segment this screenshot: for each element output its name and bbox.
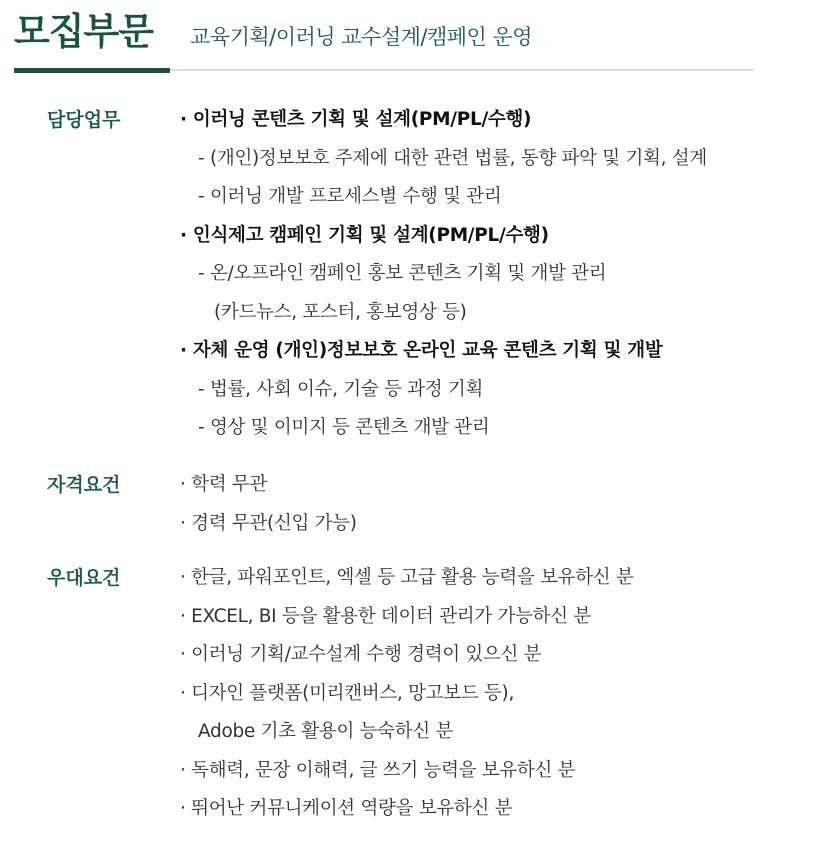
- section-header: [0, 0, 827, 75]
- qualifications-list: [180, 466, 810, 543]
- qualifications-label: 자격요건: [47, 474, 121, 496]
- duty-detail-continued: (카드뉴스, 포스터, 홍보영상 등): [214, 301, 467, 323]
- preferred-list: [180, 559, 810, 829]
- preferred-item: · 디자인 플랫폼(미리캔버스, 망고보드 등),: [180, 682, 515, 704]
- preferred-item: · 이러닝 기획/교수설계 수행 경력이 있으신 분: [180, 644, 542, 665]
- page-title: 모집부문: [14, 10, 153, 53]
- duty-heading: · 자체 운영 (개인)정보보호 온라인 교육 콘텐츠 기획 및 개발: [180, 340, 663, 361]
- duty-heading: · 이러닝 콘텐츠 기획 및 설계(PM/PL/수행): [180, 109, 532, 130]
- duty-detail: - 이러닝 개발 프로세스별 수행 및 관리: [198, 186, 502, 207]
- duty-detail: - 법률, 사회 이슈, 기술 등 과정 기획: [198, 378, 484, 400]
- preferred-label: 우대요건: [47, 567, 121, 589]
- duty-heading: · 인식제고 캠페인 기획 및 설계(PM/PL/수행): [180, 224, 549, 246]
- duties-label: 담당업무: [47, 109, 121, 131]
- preferred-item: · 뛰어난 커뮤니케이션 역량을 보유하신 분: [180, 798, 513, 819]
- duty-detail: - 온/오프라인 캠페인 홍보 콘텐츠 기획 및 개발 관리: [198, 263, 607, 284]
- preferred-item: · 한글, 파워포인트, 엑셀 등 고급 활용 능력을 보유하신 분: [180, 567, 634, 588]
- page-subtitle: 교육기획/이러닝 교수설계/캠페인 운영: [190, 25, 533, 49]
- preferred-item: · EXCEL, BI 등을 활용한 데이터 관리가 가능하신 분: [180, 605, 591, 627]
- duty-detail: - 영상 및 이미지 등 콘텐츠 개발 관리: [198, 417, 490, 438]
- duty-detail: - (개인)정보보호 주제에 대한 관련 법률, 동향 파악 및 기획, 설계: [198, 147, 707, 169]
- duties-list: [180, 101, 810, 448]
- header-accent-bar: [14, 68, 170, 73]
- qualification-item: · 학력 무관: [180, 474, 268, 495]
- preferred-item: · 독해력, 문장 이해력, 글 쓰기 능력을 보유하신 분: [180, 759, 576, 781]
- qualification-item: · 경력 무관(신입 가능): [180, 512, 357, 534]
- preferred-item-continued: Adobe 기초 활용이 능숙하신 분: [198, 721, 454, 742]
